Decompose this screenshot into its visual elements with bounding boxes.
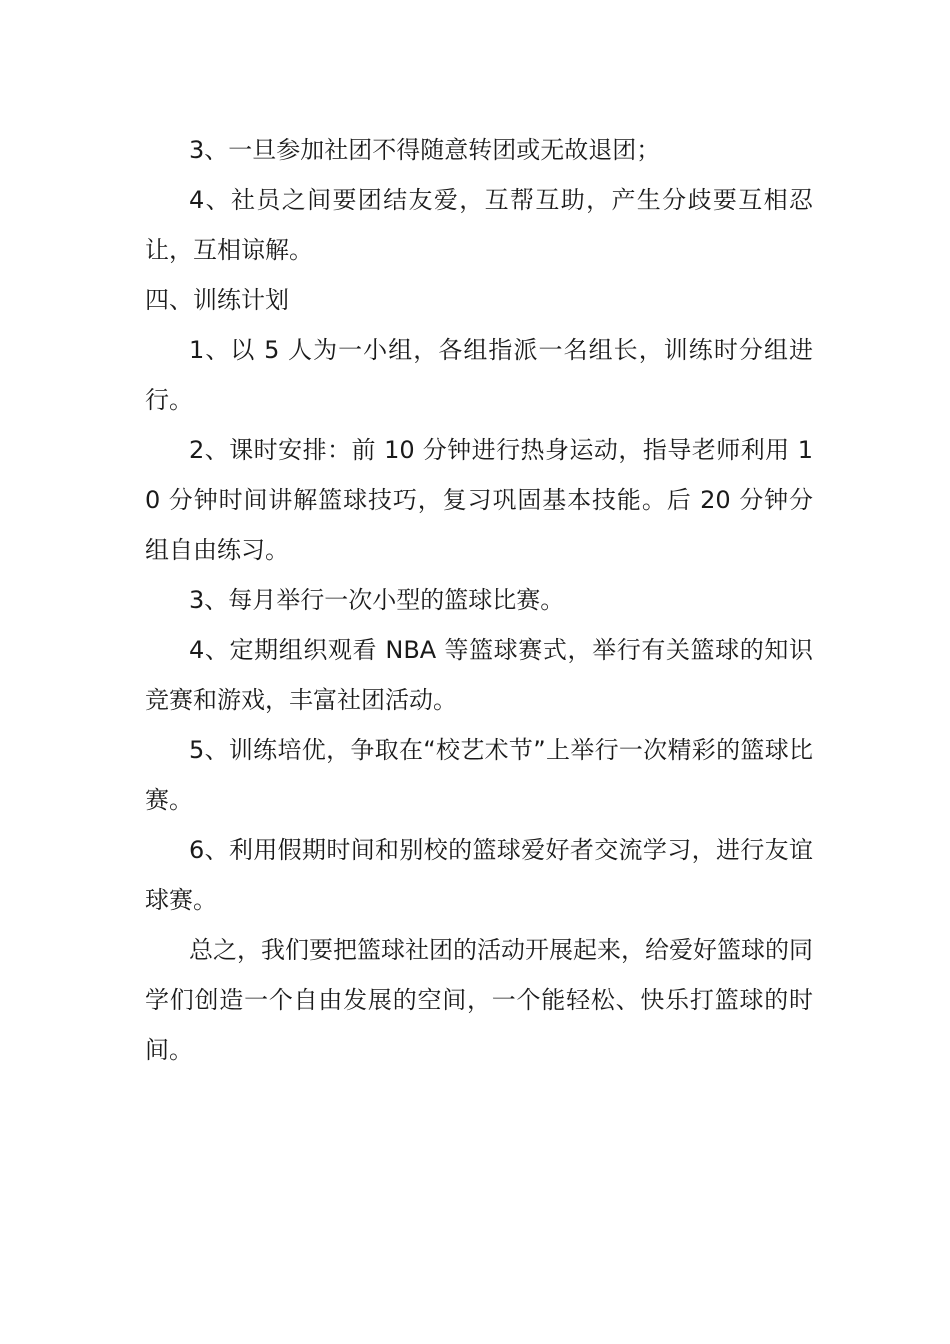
paragraph-plan-6: 6、利用假期时间和别校的篮球爱好者交流学习，进行友谊球赛。 [145,836,813,914]
paragraph-plan-4: 4、定期组织观看 NBA 等篮球赛式，举行有关篮球的知识竞赛和游戏，丰富社团活动。 [145,636,813,714]
paragraph-plan-5: 5、训练培优，争取在“校艺术节”上举行一次精彩的篮球比赛。 [145,736,813,814]
paragraph-plan-2: 2、课时安排：前 10 分钟进行热身运动，指导老师利用 10 分钟时间讲解篮球技巧，复习巩固基本技能。后 20 分钟分组自由练习。 [145,436,813,564]
paragraph-plan-1: 1、以 5 人为一小组，各组指派一名组长，训练时分组进行。 [145,336,813,414]
document-body [145,125,813,1075]
section-heading-training-plan: 四、训练计划 [145,286,289,314]
paragraph-rule-3: 3、一旦参加社团不得随意转团或无故退团； [189,136,661,164]
paragraph-plan-3: 3、每月举行一次小型的篮球比赛。 [189,586,565,614]
paragraph-rule-4: 4、社员之间要团结友爱，互帮互助，产生分歧要互相忍让，互相谅解。 [145,186,813,264]
paragraph-conclusion: 总之，我们要把篮球社团的活动开展起来，给爱好篮球的同学们创造一个自由发展的空间，一个能轻松、快乐打篮球的时间。 [145,936,813,1064]
